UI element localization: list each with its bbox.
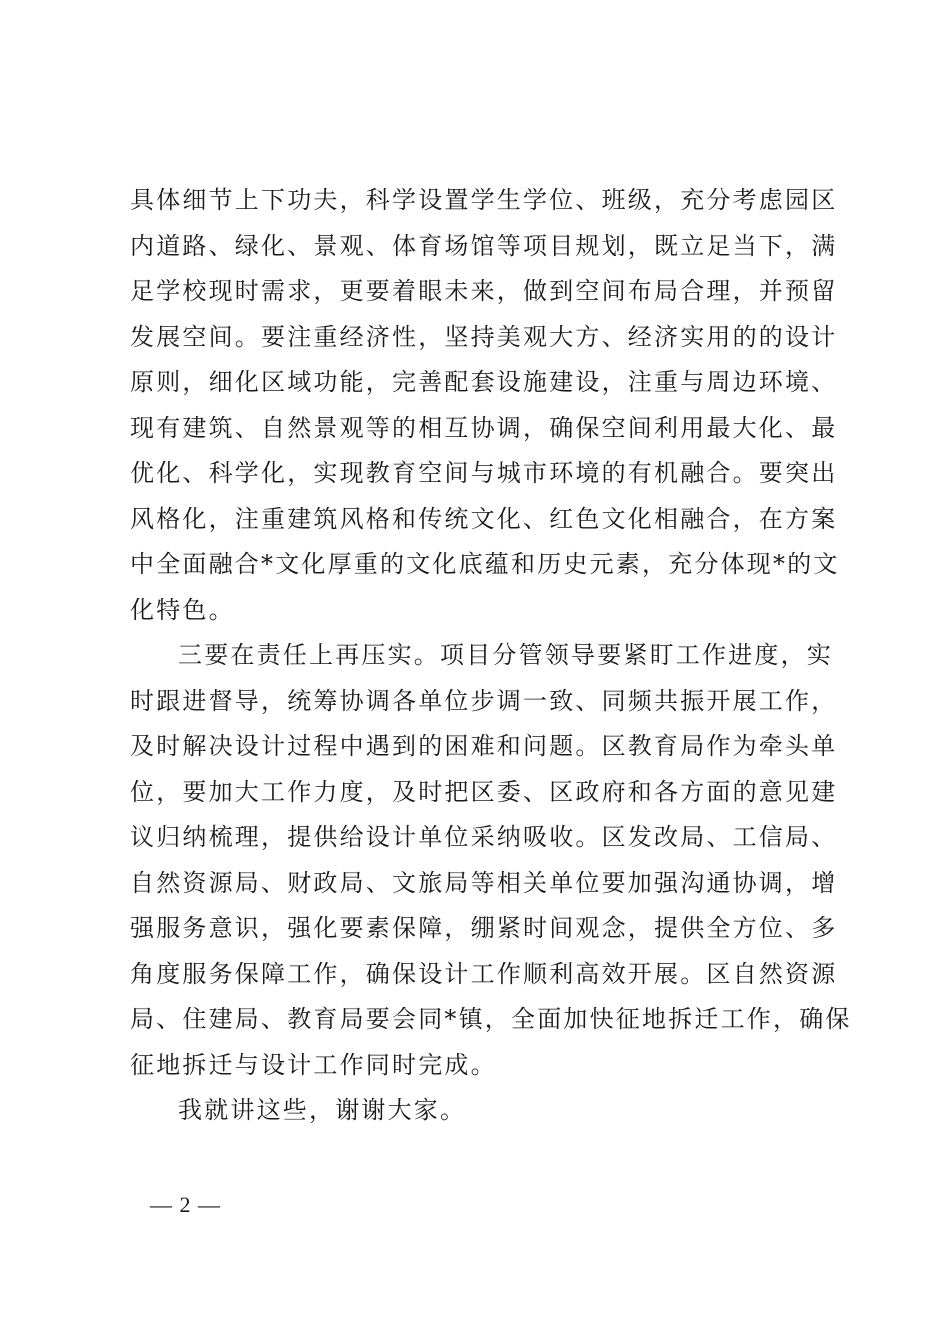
paragraph-line: 具体细节上下功夫，科学设置学生学位、班级，充分考虑园区 bbox=[130, 186, 838, 214]
paragraph-line: 优化、科学化，实现教育空间与城市环境的有机融合。要突出 bbox=[130, 459, 838, 487]
paragraph-line: 风格化，注重建筑风格和传统文化、红色文化相融合，在方案 bbox=[130, 504, 838, 533]
paragraph-line: 局、住建局、教育局要会同*镇，全面加快征地拆迁工作，确保 bbox=[130, 1005, 852, 1033]
paragraph-line: 我就讲这些，谢谢大家。 bbox=[178, 1096, 467, 1124]
paragraph-line: 位，要加大工作力度，及时把区委、区政府和各方面的意见建 bbox=[130, 777, 838, 806]
paragraph-line: 发展空间。要注重经济性，坚持美观大方、经济实用的的设计 bbox=[130, 322, 838, 351]
paragraph-line: 化特色。 bbox=[130, 595, 235, 624]
paragraph-line: 征地拆迁与设计工作同时完成。 bbox=[130, 1050, 497, 1079]
paragraph-line: 内道路、绿化、景观、体育场馆等项目规划，既立足当下，满 bbox=[130, 231, 838, 260]
paragraph-line: 强服务意识，强化要素保障，绷紧时间观念，提供全方位、多 bbox=[130, 914, 838, 942]
paragraph-line: 角度服务保障工作，确保设计工作顺利高效开展。区自然资源 bbox=[130, 959, 838, 988]
paragraph-line: 时跟进督导，统筹协调各单位步调一致、同频共振开展工作， bbox=[130, 686, 838, 715]
body-text bbox=[130, 178, 852, 1134]
page-number: — 2 — bbox=[150, 1192, 221, 1217]
paragraph-line: 三要在责任上再压实。项目分管领导要紧盯工作进度，实 bbox=[178, 641, 833, 669]
paragraph-line: 自然资源局、财政局、文旅局等相关单位要加强沟通协调，增 bbox=[130, 868, 838, 897]
paragraph-line: 议归纳梳理，提供给设计单位采纳吸收。区发改局、工信局、 bbox=[130, 823, 838, 851]
paragraph-line: 及时解决设计过程中遇到的困难和问题。区教育局作为牵头单 bbox=[130, 732, 838, 760]
paragraph-line: 原则，细化区域功能，完善配套设施建设，注重与周边环境、 bbox=[130, 368, 838, 396]
paragraph-line: 中全面融合*文化厚重的文化底蕴和历史元素，充分体现*的文 bbox=[130, 550, 840, 578]
paragraph-line: 现有建筑、自然景观等的相互协调，确保空间利用最大化、最 bbox=[130, 413, 838, 442]
paragraph-line: 足学校现时需求，更要着眼未来，做到空间布局合理，并预留 bbox=[130, 277, 838, 305]
